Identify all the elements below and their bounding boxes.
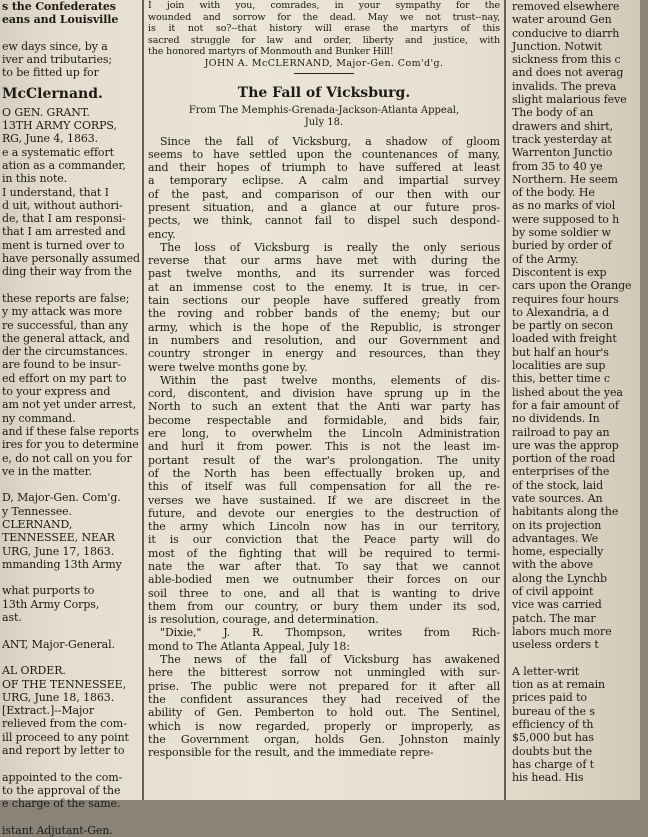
article-source-date: July 18. [304,116,344,128]
section-heading: McClernand. [2,85,103,102]
text-line: e charge of the same. [2,797,121,811]
text-line: water around Gen [512,13,612,27]
text-line: localities are sup [512,359,606,373]
text-line: this, better time c [512,372,610,386]
text-line: with the above [512,558,593,572]
text-line [0,651,140,664]
text-line: 13th Army Corps, [2,597,100,611]
text-line: the confident assurances they had received of the [148,692,500,706]
text-line: in this note. [2,172,68,186]
text-line: his head. His [512,771,584,785]
text-line: prices paid to [512,691,587,705]
text-line: the roving and robber bands of the enemy; but our [148,307,500,321]
text-line: advantages. We [512,531,599,545]
text-line: e a systematic effort [2,145,114,159]
text-line: of the North has been effectually broken up, and [148,466,500,480]
text-line: y my attack was more [2,305,123,319]
text-line: pects, we think, cannot fail to dispel such despond- [148,214,500,228]
text-line: and hurl it from power. This is not the least im- [148,440,500,454]
text-line: ment is turned over to [2,238,125,252]
text-line: vice was carried [512,598,602,612]
text-line: seems to have settled upon the countenances of many, [148,147,500,161]
text-line: prise. The public were not prepared for it after all [148,679,500,693]
text-line: of the body. He [512,186,595,200]
paragraph-first-line: The loss of Vicksburg is really the only serious [160,240,500,254]
text-line: iver and tributaries; [2,53,113,67]
paragraph-first-line: Within the past twelve months, elements of dis- [160,373,500,387]
text-line: eans and Louisville [2,13,119,27]
text-line: invalids. The preva [512,79,617,93]
text-line: no dividends. In [512,412,600,426]
text-line: appointed to the com- [2,770,123,784]
text-line: and does not averag [512,66,624,80]
text-line: is resolution, courage, and determination. [148,613,379,627]
text-line: of the Army. [512,252,579,266]
text-line: ure was the approp [512,438,619,452]
text-line: conducive to diarrh [512,26,620,40]
text-line: have personally assumed [2,252,140,266]
text-line: d uit, without authori- [2,198,123,212]
text-line: CLERNAND, [2,517,73,531]
text-line: relieved from the com- [2,717,127,731]
text-line: ANT, Major-General. [2,637,115,651]
text-line: in numbers and resolution, and our Government and [148,333,500,347]
text-line: responsible for the result, and the immediate repre- [148,746,434,760]
text-line: ew days since, by a [2,39,108,53]
text-line: AL ORDER. [2,664,66,678]
text-line: am not yet under arrest, [2,398,136,412]
text-line: O GEN. GRANT. [2,105,90,119]
text-line: cord, discontent, and division have sprung up in the [148,387,500,401]
text-line: ast. [2,611,22,625]
text-line: of civil appoint [512,585,594,599]
text-line: the army which Lincoln now has in our territory, [148,520,500,534]
text-line: railroad to pay an [512,425,610,439]
text-line: of the past, and comparison of our then with our [148,187,500,201]
text-line: s the Confederates [2,0,116,13]
text-line: to Alexandria, a d [512,305,610,319]
text-line: vate sources. An [512,491,603,505]
text-line: able-bodied men we outnumber their forces on our [148,573,500,587]
text-line: requires four hours [512,292,619,306]
center-column [146,0,502,800]
text-line: has charge of t [512,757,595,771]
text-line: Junction. Notwit [512,39,602,53]
text-line: for a fair amount of [512,398,619,412]
text-line: to be fitted up for [2,66,99,80]
text-line: RG, June 4, 1863. [2,132,99,146]
text-line: from 35 to 40 ye [512,159,603,173]
text-line: der the circumstances. [2,345,128,359]
text-line: were twelve months gone by. [148,360,308,374]
text-line: ny command. [2,411,76,425]
text-line: most of the fighting that will be required to termi- [148,546,500,560]
text-line: sacred struggle for law and order, liberty and justice, with [148,34,500,46]
text-line: them from our country, or bury them under its sod, [148,599,500,613]
text-line: and if these false reports [2,424,139,438]
text-line: a temporary eclipse. A calm and impartial survey [148,174,500,188]
text-line [0,27,140,40]
text-line: [Extract.]--Major [2,704,94,718]
right-column [508,0,648,800]
text-line: ve in the matter. [2,464,93,478]
text-line: habitants along the [512,505,619,519]
text-line: the general attack, and [2,331,130,345]
text-line: of the stock, laid [512,478,604,492]
text-line: useless orders t [512,638,599,652]
text-line: bureau of the s [512,704,595,718]
text-line: reverse that our arms have met with during the [148,254,500,268]
text-line: ires for you to determine [2,438,139,452]
column-rule [504,0,506,800]
text-line [0,757,140,770]
text-line: as no marks of viol [512,199,616,213]
text-line: sickness from this c [512,53,621,67]
text-line: y Tennessee. [2,504,72,518]
text-line: TENNESSEE, NEAR [2,531,115,545]
text-line: lished about the yea [512,385,623,399]
text-line [0,478,140,491]
text-line: Warrenton Junctio [512,146,613,160]
text-line: what purports to [2,584,95,598]
text-line: labors much more [512,624,612,638]
text-line: nate the war after that. To say that we cannot [148,560,500,573]
text-line: were supposed to h [512,212,620,226]
text-line: the Government organ, holds Gen. Johnston mainly [148,732,500,746]
text-line: future, and devote our energies to the destruction of [148,506,500,520]
text-line: it is our conviction that the Peace party will do [148,533,500,547]
article-source: From The Memphis-Grenada-Jackson-Atlanta Appeal, [188,104,460,116]
text-line: mond to The Atlanta Appeal, July 18: [148,639,350,653]
text-line [0,571,140,584]
text-line [0,279,140,292]
article-title: The Fall of Vicksburg. [237,84,411,101]
text-line: portion of the road [512,452,616,466]
text-line: and their hopes of triumph to have suffered at least [148,161,500,175]
text-line: to your express and [2,385,111,399]
signature-line: JOHN A. McCLERNAND, Major-Gen. Com'd'g. [204,57,444,69]
text-line: by some soldier w [512,226,611,240]
text-line: the honored martyrs of Monmouth and Bunker Hill! [148,46,394,57]
text-line: 13TH ARMY CORPS, [2,119,117,133]
left-column [0,0,140,837]
text-line: The body of an [512,106,594,120]
text-line: removed elsewhere [512,0,620,13]
text-line: along the Lynchb [512,571,607,585]
text-line: but half an hour's [512,345,609,359]
text-line: patch. The mar [512,611,596,625]
text-line: to the approval of the [2,783,121,797]
text-line: Northern. He seem [512,172,618,186]
text-line [508,652,648,665]
text-line: track yesterday at [512,132,612,146]
text-line: ill proceed to any point [2,730,129,744]
text-line: ere long, to overwhelm the Lincoln Administration [148,427,500,441]
text-line: $5,000 but has [512,731,594,745]
text-line: be partly on secon [512,319,613,333]
text-line: are found to be insur- [2,358,121,372]
paragraph-first-line: "Dixie," J. R. Thompson, writes from Rich- [160,626,500,640]
text-line: become respectable and formidable, and bids fair, [148,413,500,427]
text-line [0,811,140,824]
text-line: and report by letter to [2,744,125,758]
separator-rule [294,73,354,74]
text-line: that I am arrested and [2,225,126,239]
text-line: re successful, than any [2,318,128,332]
text-line: loaded with freight [512,332,617,346]
text-line: ed effort on my part to [2,371,127,385]
text-line: URG, June 17, 1863. [2,544,115,558]
text-line: I join with you, comrades, in your sympathy for the [148,0,500,11]
text-line: Discontent is exp [512,265,607,279]
text-line: past twelve months, and its surrender was forced [148,267,500,281]
text-line: A letter-writ [512,664,580,678]
text-line: these reports are false; [2,291,130,305]
text-line: cars upon the Orange [512,279,632,293]
paragraph-first-line: Since the fall of Vicksburg, a shadow of gloom [160,134,500,148]
text-line: this of itself was full compensation for all the re- [148,480,500,494]
text-line: OF THE TENNESSEE, [2,677,126,691]
text-line: wounded and sorrow for the dead. May we not trust--nay, [148,11,500,23]
text-line [0,624,140,637]
text-line: tion as at remain [512,678,605,692]
text-line: here the bitterest sorrow not unmingled with sur- [148,666,500,680]
text-line: efficiency of th [512,718,594,732]
text-line: slight malarious feve [512,93,627,107]
text-line: de, that I am responsi- [2,212,126,226]
text-line: soil three to one, and all that is wanting to drive [148,586,500,600]
text-line: istant Adjutant-Gen. [2,823,113,837]
text-line: ation as a commander, [2,158,126,172]
text-line: drawers and shirt, [512,119,613,133]
text-line: is it not so?--that history will erase the martyrs of this [148,23,500,34]
text-line: mmanding 13th Army [2,557,122,571]
text-line: URG, June 18, 1863. [2,690,115,704]
text-line: country stronger in energy and resources, than they [148,347,500,361]
text-line: present situation, and a glance at our future pros- [148,200,500,214]
text-line: verses we have sustained. If we are discreet in the [148,493,500,507]
text-line: ency. [148,227,176,241]
text-line: buried by order of [512,239,612,253]
text-line: I understand, that I [2,185,109,199]
text-line: e, do not call on you for [2,451,132,465]
paragraph-first-line: The news of the fall of Vicksburg has awakened [160,653,500,667]
text-line: army, which is the hope of the Republic, is stronger [148,320,500,334]
text-line: portant result of the war's prolongation. The unity [148,453,500,467]
text-line: ding their way from the [2,265,132,279]
text-line: at an immense cost to the enemy. It is true, in cer- [148,280,500,294]
text-line: North to such an extent that the Anti war party has [148,400,500,414]
text-line: tain sections our people have suffered greatly from [148,294,500,308]
text-line: D, Major-Gen. Com'g. [2,491,121,505]
text-line: ability of Gen. Pemberton to hold out. The Sentinel, [148,706,500,720]
text-line: which is now regarded, properly or improperly, as [148,719,500,733]
text-line: doubts but the [512,744,593,758]
text-line: on its projection [512,518,602,532]
text-line: enterprises of the [512,465,610,479]
text-line: home, especially [512,545,604,559]
column-rule [142,0,144,800]
